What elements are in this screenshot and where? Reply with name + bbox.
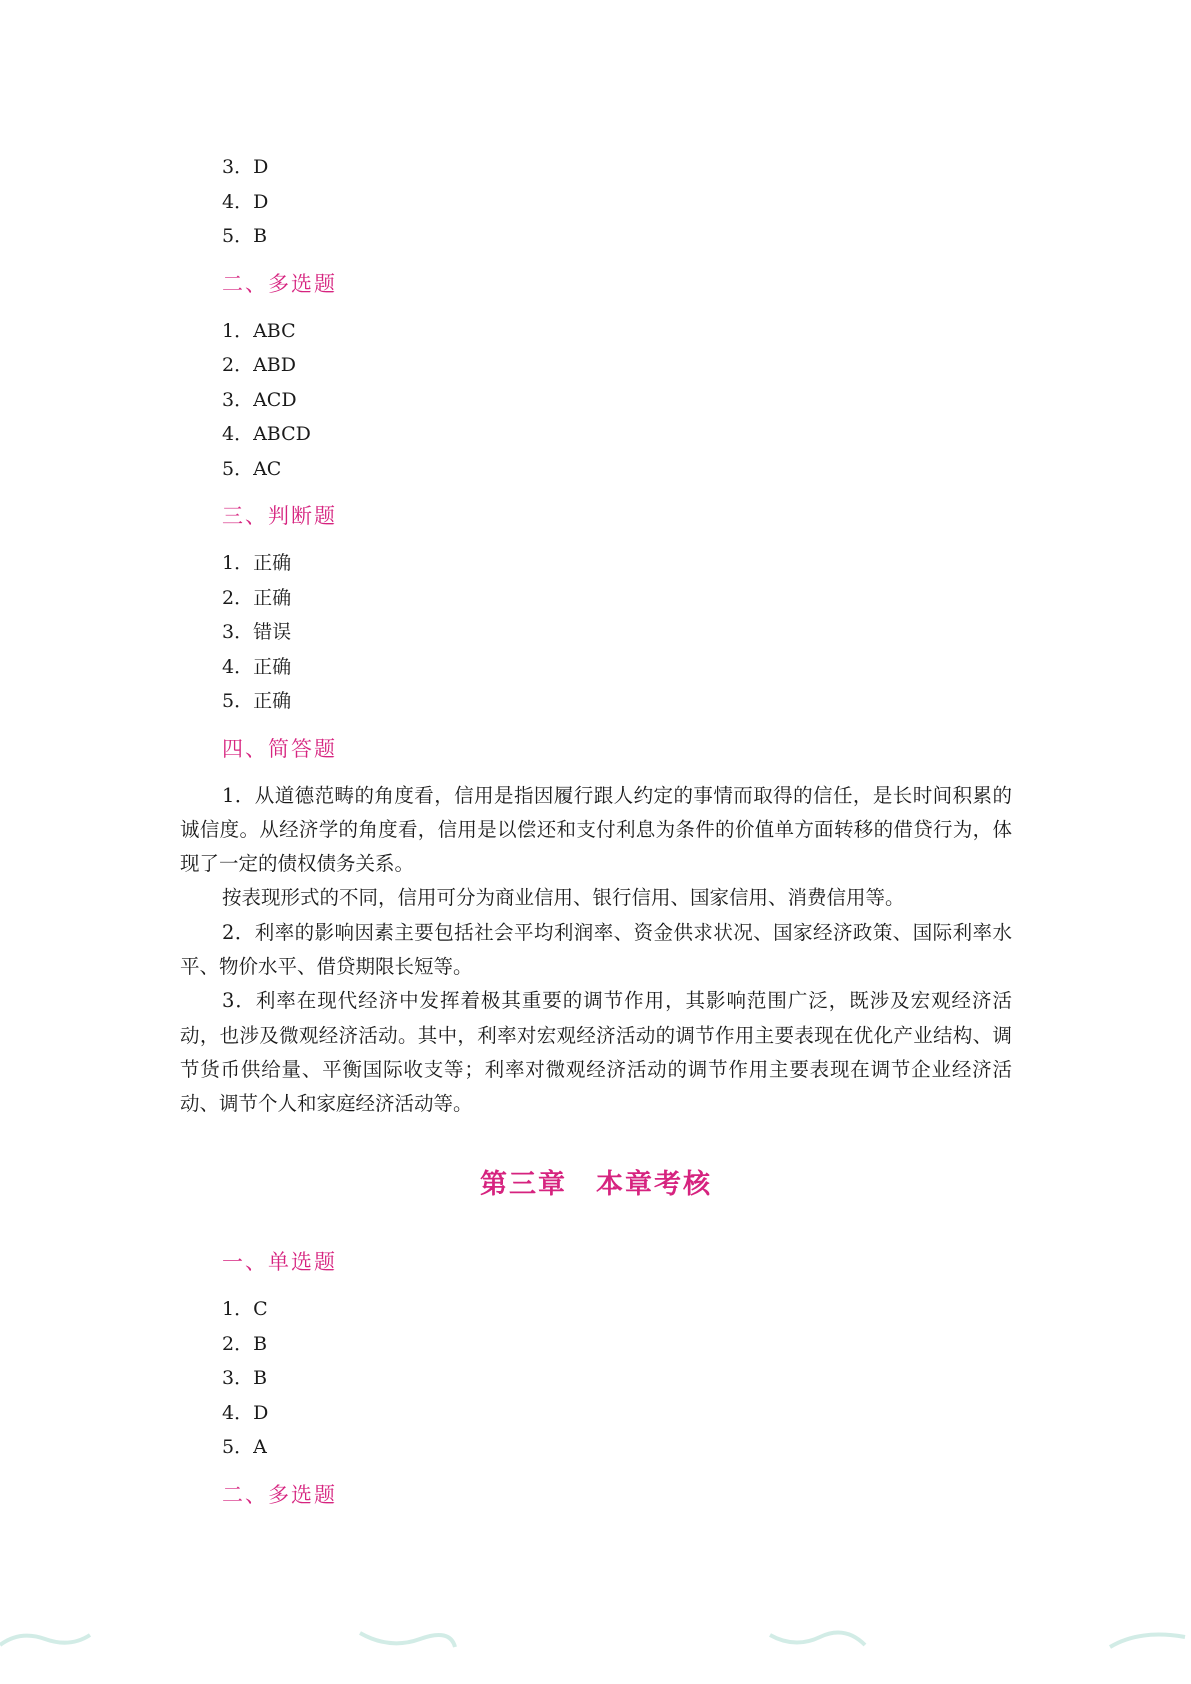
answer-item: 4．ABCD <box>222 423 311 445</box>
watermark-icon <box>350 1625 460 1655</box>
answer-list <box>180 150 1012 254</box>
watermark-icon <box>1100 1625 1191 1655</box>
answer-item: 2．B <box>222 1332 268 1355</box>
section-heading-multiple-choice: 二、多选题 <box>222 1482 337 1507</box>
section-heading-single-choice: 一、单选题 <box>222 1250 337 1275</box>
answer-item: 3．ACD <box>222 388 297 411</box>
section-heading-multiple-choice: 二、多选题 <box>222 271 337 296</box>
watermark-icon <box>760 1625 870 1655</box>
answer-paragraph: 3．利率在现代经济中发挥着极其重要的调节作用，其影响范围广泛，既涉及宏观经济活动，也涉及微观经济活动。其中，利率对宏观经济活动的调节作用主要表现在优化产业结构、调节货币供给量、平衡国际收支等；利率对微观经济活动的调节作用主要表现在调节企业经济活动、调节个人和家庭经济活动等。 <box>180 989 1012 1116</box>
answer-item: 2．正确 <box>222 586 292 609</box>
section-heading-short-answer: 四、简答题 <box>222 736 337 761</box>
document-page <box>180 150 1012 1525</box>
answer-paragraph: 2．利率的影响因素主要包括社会平均利润率、资金供求状况、国家经济政策、国际利率水平、物价水平、借贷期限长短等。 <box>180 920 1012 978</box>
answer-item: 1．ABC <box>222 319 296 342</box>
answer-item: 3．B <box>222 1367 268 1390</box>
answer-item: 5．正确 <box>222 690 292 712</box>
answer-item: 4．正确 <box>222 655 292 678</box>
answer-item: 1．C <box>222 1298 268 1321</box>
answer-item: 4．D <box>222 190 269 213</box>
answer-item: 3．D <box>222 156 269 178</box>
answer-paragraph: 1．从道德范畴的角度看，信用是指因履行跟人约定的事情而取得的信任，是长时间积累的诚信度。从经济学的角度看，信用是以偿还和支付利息为条件的价值单方面转移的借贷行为，体现了一定的债权债务关系。 <box>180 783 1012 876</box>
section-heading-true-false: 三、判断题 <box>222 504 337 528</box>
answer-item: 2．ABD <box>222 354 297 376</box>
answer-item: 4．D <box>222 1401 269 1424</box>
answer-item: 5．A <box>222 1436 267 1459</box>
answer-item: 3．错误 <box>222 621 292 643</box>
answer-item: 5．B <box>222 225 268 247</box>
answer-list <box>180 1292 1012 1465</box>
chapter-title: 第三章 本章考核 <box>480 1169 712 1201</box>
answer-item: 1．正确 <box>222 552 292 574</box>
answer-list <box>180 546 1012 719</box>
answer-paragraph: 按表现形式的不同，信用可分为商业信用、银行信用、国家信用、消费信用等。 <box>222 886 905 910</box>
answer-list <box>180 314 1012 487</box>
watermark-icon <box>0 1625 100 1655</box>
answer-item: 5．AC <box>222 457 282 480</box>
short-answer-body <box>180 779 1012 1122</box>
